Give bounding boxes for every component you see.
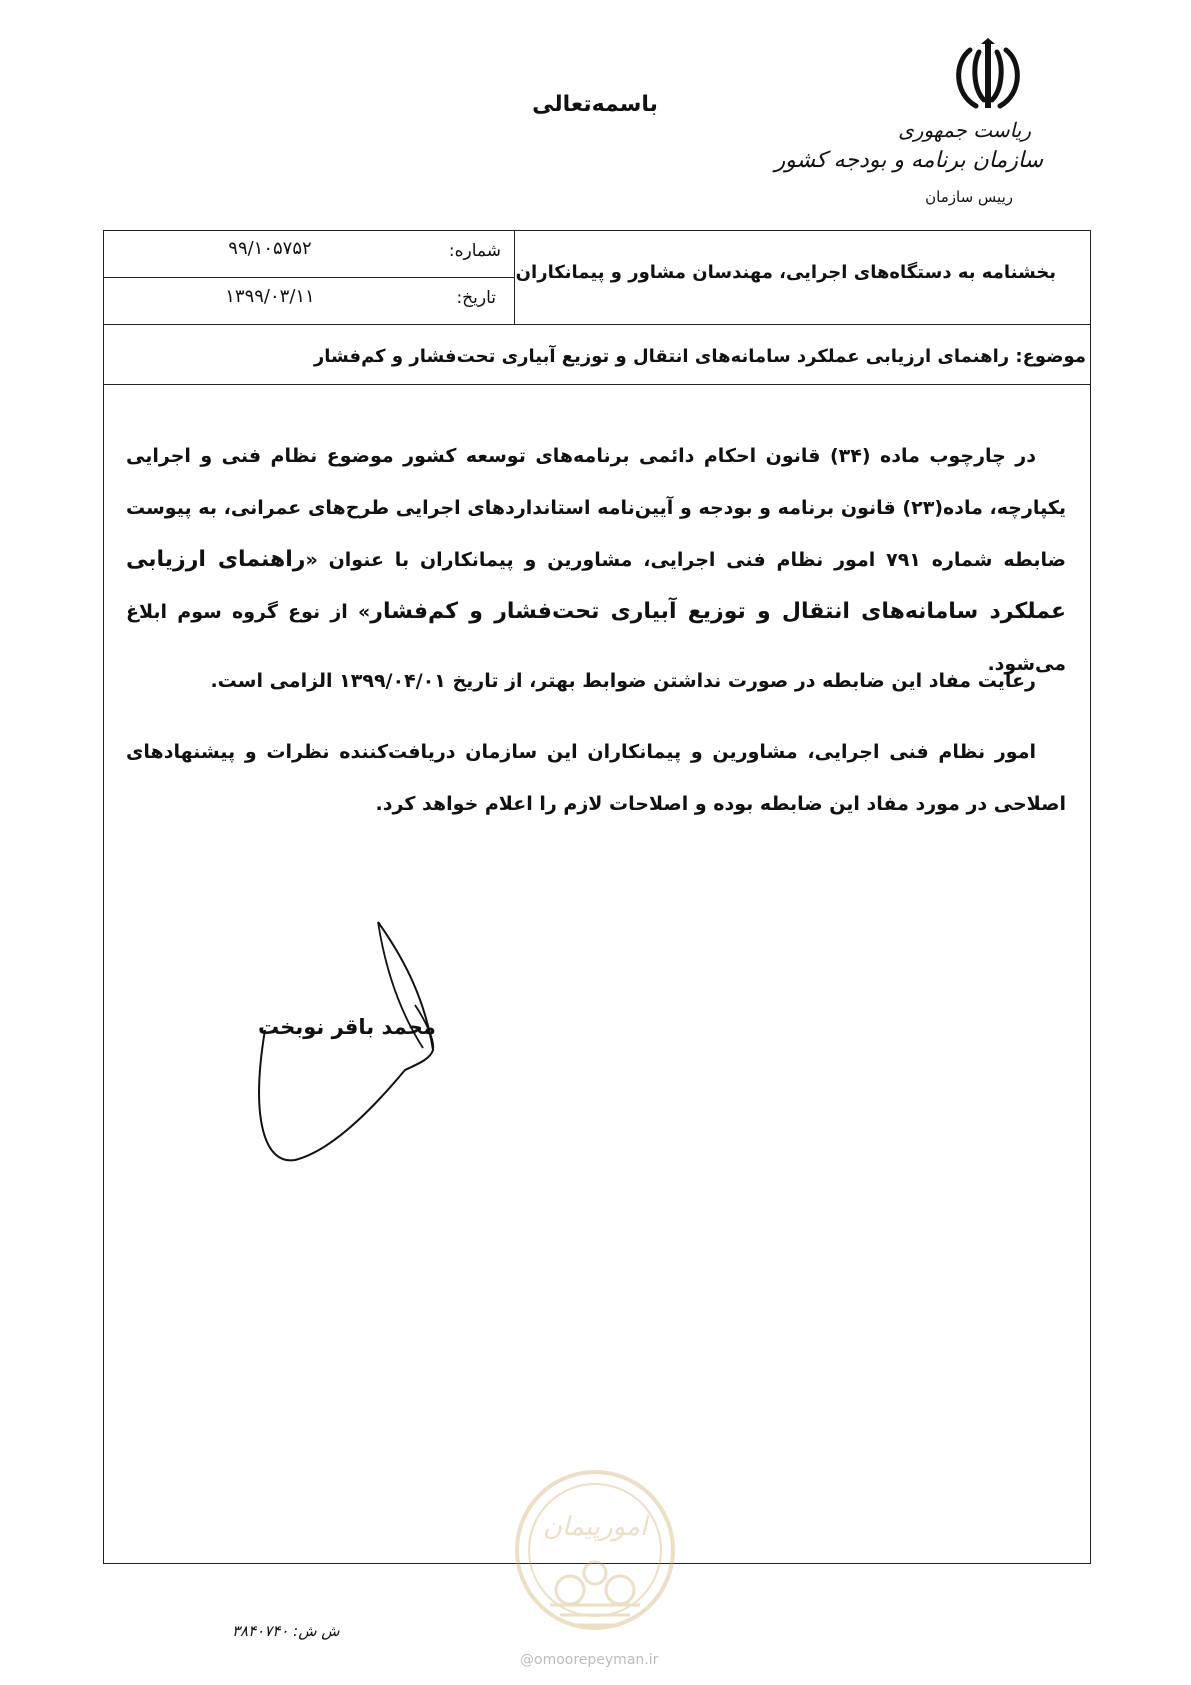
- date-value: ۱۳۹۹/۰۳/۱۱: [225, 286, 315, 307]
- handwritten-signature-icon: [255, 920, 475, 1180]
- watermark-stamp-icon: [510, 1465, 680, 1645]
- bismillah-heading: باسمه‌تعالی: [532, 92, 658, 117]
- number-value: ۹۹/۱۰۵۷۵۲: [228, 238, 312, 259]
- number-label: شماره:: [448, 241, 501, 261]
- org-presidency-text: ریاست جمهوری: [898, 118, 1031, 142]
- body-paragraph-1: [126, 430, 1066, 690]
- office-code-text: ش ش: ۳۸۴۰۷۴۰: [232, 1622, 340, 1640]
- org-name-text: سازمان برنامه و بودجه کشور: [774, 148, 1043, 173]
- watermark-website: @omoorepeyman.ir: [520, 1652, 659, 1668]
- guideline-title-emphasis: راهنمای ارزیابی عملکرد سامانه‌های انتقال و توزیع آبیاری تحت‌فشار و کم‌فشار: [126, 547, 1066, 624]
- meta-divider: [103, 277, 514, 278]
- org-head-title: رییس سازمان: [925, 188, 1013, 206]
- date-label: تاریخ:: [456, 288, 496, 308]
- subject-line: موضوع: راهنمای ارزیابی عملکرد سامانه‌های انتقال و توزیع آبیاری تحت‌فشار و کم‌فشار: [313, 346, 1086, 367]
- header-divider: [103, 324, 1091, 325]
- iran-emblem-icon: [948, 38, 1028, 118]
- paragraph-1-text-end: » از نوع گروه سوم ابلاغ می‌شود.: [126, 601, 1066, 675]
- stamp-text: امورپیمان: [542, 1512, 648, 1542]
- body-paragraph-3: امور نظام فنی اجرایی، مشاورین و پیمانکاران این سازمان دریافت‌کننده نظرات و پیشنهادهای اصلاحی در مورد مفاد این ضابطه بوده و اصلاحات لازم را اعلام خواهد کرد.: [126, 741, 1066, 815]
- recipients-line: بخشنامه به دستگاه‌های اجرایی، مهندسان مشاور و پیمانکاران: [515, 262, 1056, 283]
- paragraph-1-text-start: در چارچوب ماده (۳۴) قانون احکام دائمی برنامه‌های توسعه کشور موضوع نظام فنی و اجرایی یکپارچه، ماده(۲۳) قانون برنامه و بودجه و آیین‌نامه استانداردهای اجرایی طرح‌های عمرانی، به پیوست ضابطه شماره ۷۹۱ امور نظام فنی اجرایی، مشاورین و پیمانکاران با عنوان «: [126, 445, 1067, 571]
- body-paragraph-2: رعایت مفاد این ضابطه در صورت نداشتن ضوابط بهتر، از تاریخ ۱۳۹۹/۰۴/۰۱ الزامی است.: [210, 670, 1036, 692]
- subject-divider: [103, 384, 1091, 385]
- signer-name: محمد باقر نوبخت: [258, 1015, 436, 1039]
